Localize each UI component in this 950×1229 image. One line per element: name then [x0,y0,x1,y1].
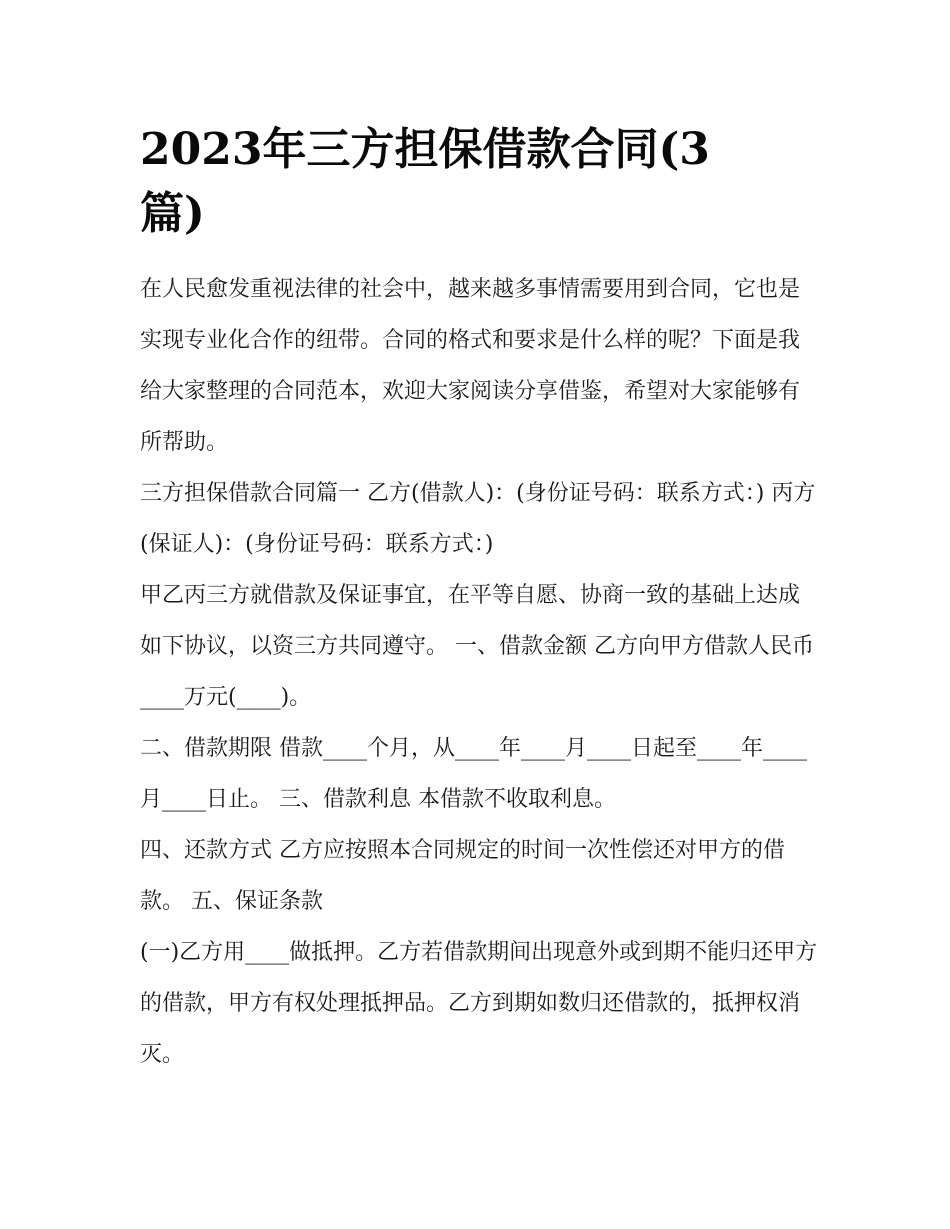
document-title-line-2: 篇) [140,188,205,239]
document-title-line-1: 2023年三方担保借款合同(3 [140,124,710,175]
agreement-amount-paragraph: 甲乙丙三方就借款及保证事宜，在平等自愿、协商一致的基础上达成如下协议，以资三方共同遵守。 一、借款金额 乙方向甲方借款人民币____万元(____)。 [140,583,814,710]
collateral-paragraph: (一)乙方用____做抵押。乙方若借款期间出现意外或到期不能归还甲方的借款，甲方有权处理抵押品。乙方到期如数归还借款的，抵押权消灭。 [140,940,818,1067]
loan-term-paragraph: 二、借款期限 借款____个月，从____年____月____日起至____年____月____日止。 三、借款利息 本借款不收取利息。 [140,736,807,812]
intro-paragraph: 在人民愈发重视法律的社会中，越来越多事情需要用到合同，它也是实现专业化合作的纽带。合同的格式和要求是什么样的呢？下面是我给大家整理的合同范本，欢迎大家阅读分享借鉴，希望对大家能够有所帮助。 [140,277,801,455]
document-title [140,118,820,246]
repayment-paragraph: 四、还款方式 乙方应按照本合同规定的时间一次性偿还对甲方的借款。 五、保证条款 [140,838,785,914]
document-page [140,118,820,1080]
parties-paragraph: 三方担保借款合同篇一 乙方(借款人)：(身份证号码：联系方式：) 丙方(保证人)：(身份证号码：联系方式：) [140,481,816,557]
